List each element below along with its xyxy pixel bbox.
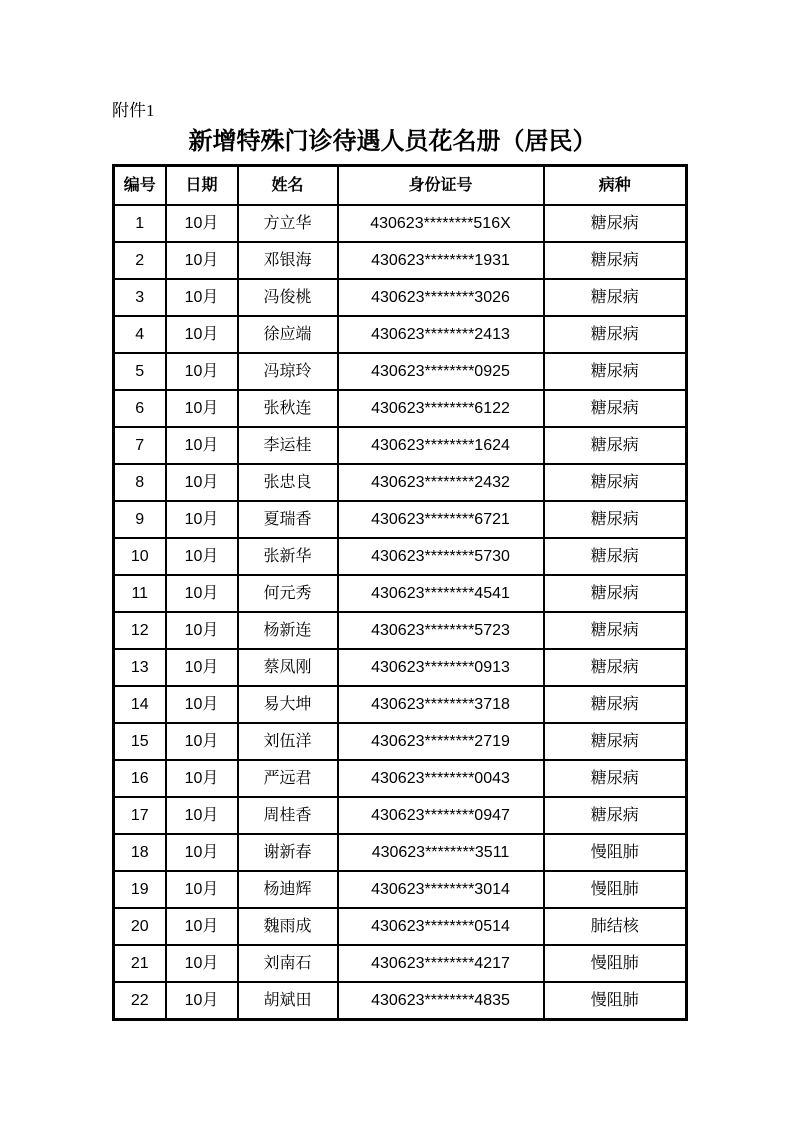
cell-name: 张新华 [238, 538, 338, 575]
cell-id: 430623********0043 [338, 760, 544, 797]
cell-number: 14 [114, 686, 166, 723]
cell-date: 10月 [166, 945, 238, 982]
table-row [114, 982, 687, 1020]
table-row [114, 575, 687, 612]
cell-number: 20 [114, 908, 166, 945]
cell-name: 杨迪辉 [238, 871, 338, 908]
cell-disease: 糖尿病 [544, 464, 687, 501]
cell-date: 10月 [166, 723, 238, 760]
column-header-date: 日期 [166, 166, 238, 206]
table-row [114, 427, 687, 464]
column-header-id: 身份证号 [338, 166, 544, 206]
cell-id: 430623********2719 [338, 723, 544, 760]
table-row [114, 908, 687, 945]
cell-date: 10月 [166, 501, 238, 538]
cell-disease: 肺结核 [544, 908, 687, 945]
cell-date: 10月 [166, 353, 238, 390]
cell-name: 徐应端 [238, 316, 338, 353]
cell-number: 6 [114, 390, 166, 427]
cell-disease: 糖尿病 [544, 686, 687, 723]
cell-date: 10月 [166, 538, 238, 575]
table-row [114, 760, 687, 797]
cell-id: 430623********4541 [338, 575, 544, 612]
cell-id: 430623********1624 [338, 427, 544, 464]
cell-id: 430623********4835 [338, 982, 544, 1020]
cell-disease: 糖尿病 [544, 390, 687, 427]
table-row [114, 205, 687, 242]
table-row [114, 464, 687, 501]
cell-number: 21 [114, 945, 166, 982]
roster-table [112, 164, 688, 1021]
cell-name: 方立华 [238, 205, 338, 242]
cell-name: 邓银海 [238, 242, 338, 279]
cell-name: 刘南石 [238, 945, 338, 982]
cell-disease: 糖尿病 [544, 279, 687, 316]
table-row [114, 390, 687, 427]
cell-id: 430623********3511 [338, 834, 544, 871]
table-row [114, 686, 687, 723]
cell-disease: 糖尿病 [544, 649, 687, 686]
table-row [114, 353, 687, 390]
table-row [114, 797, 687, 834]
table-row [114, 871, 687, 908]
cell-disease: 慢阻肺 [544, 945, 687, 982]
cell-id: 430623********0925 [338, 353, 544, 390]
cell-disease: 糖尿病 [544, 538, 687, 575]
cell-name: 张秋连 [238, 390, 338, 427]
cell-name: 夏瑞香 [238, 501, 338, 538]
column-header-name: 姓名 [238, 166, 338, 206]
cell-id: 430623********2432 [338, 464, 544, 501]
cell-id: 430623********1931 [338, 242, 544, 279]
cell-name: 杨新连 [238, 612, 338, 649]
cell-id: 430623********5730 [338, 538, 544, 575]
cell-number: 11 [114, 575, 166, 612]
cell-id: 430623********6721 [338, 501, 544, 538]
cell-number: 9 [114, 501, 166, 538]
cell-number: 8 [114, 464, 166, 501]
cell-disease: 糖尿病 [544, 242, 687, 279]
cell-date: 10月 [166, 982, 238, 1020]
cell-id: 430623********3026 [338, 279, 544, 316]
cell-disease: 糖尿病 [544, 427, 687, 464]
table-row [114, 649, 687, 686]
cell-date: 10月 [166, 871, 238, 908]
cell-name: 李运桂 [238, 427, 338, 464]
cell-disease: 糖尿病 [544, 205, 687, 242]
cell-number: 16 [114, 760, 166, 797]
cell-number: 5 [114, 353, 166, 390]
cell-number: 13 [114, 649, 166, 686]
table-row [114, 242, 687, 279]
cell-disease: 慢阻肺 [544, 871, 687, 908]
table-row [114, 501, 687, 538]
table-row [114, 316, 687, 353]
cell-name: 冯俊桃 [238, 279, 338, 316]
cell-disease: 糖尿病 [544, 797, 687, 834]
cell-number: 7 [114, 427, 166, 464]
cell-id: 430623********6122 [338, 390, 544, 427]
cell-date: 10月 [166, 279, 238, 316]
cell-number: 1 [114, 205, 166, 242]
table-row [114, 945, 687, 982]
cell-id: 430623********5723 [338, 612, 544, 649]
table-row [114, 279, 687, 316]
cell-date: 10月 [166, 649, 238, 686]
cell-disease: 慢阻肺 [544, 982, 687, 1020]
cell-disease: 慢阻肺 [544, 834, 687, 871]
column-header-number: 编号 [114, 166, 166, 206]
cell-name: 胡斌田 [238, 982, 338, 1020]
cell-disease: 糖尿病 [544, 612, 687, 649]
table-row [114, 612, 687, 649]
cell-name: 何元秀 [238, 575, 338, 612]
cell-number: 3 [114, 279, 166, 316]
cell-disease: 糖尿病 [544, 723, 687, 760]
cell-name: 冯琼玲 [238, 353, 338, 390]
cell-name: 易大坤 [238, 686, 338, 723]
cell-number: 17 [114, 797, 166, 834]
cell-date: 10月 [166, 760, 238, 797]
cell-number: 4 [114, 316, 166, 353]
cell-number: 18 [114, 834, 166, 871]
cell-date: 10月 [166, 797, 238, 834]
table-row [114, 723, 687, 760]
cell-disease: 糖尿病 [544, 760, 687, 797]
cell-id: 430623********3718 [338, 686, 544, 723]
cell-date: 10月 [166, 686, 238, 723]
header-row [114, 166, 687, 206]
cell-id: 430623********0913 [338, 649, 544, 686]
cell-disease: 糖尿病 [544, 316, 687, 353]
cell-name: 张忠良 [238, 464, 338, 501]
cell-name: 谢新春 [238, 834, 338, 871]
cell-number: 12 [114, 612, 166, 649]
cell-id: 430623********2413 [338, 316, 544, 353]
cell-id: 430623********3014 [338, 871, 544, 908]
cell-number: 22 [114, 982, 166, 1020]
cell-name: 蔡凤刚 [238, 649, 338, 686]
column-header-disease: 病种 [544, 166, 687, 206]
cell-number: 19 [114, 871, 166, 908]
cell-disease: 糖尿病 [544, 575, 687, 612]
cell-id: 430623********0514 [338, 908, 544, 945]
cell-date: 10月 [166, 575, 238, 612]
attachment-label: 附件1 [112, 101, 155, 120]
cell-date: 10月 [166, 390, 238, 427]
table-body [114, 205, 687, 1020]
cell-name: 周桂香 [238, 797, 338, 834]
cell-id: 430623********516X [338, 205, 544, 242]
cell-date: 10月 [166, 834, 238, 871]
cell-date: 10月 [166, 464, 238, 501]
cell-number: 15 [114, 723, 166, 760]
cell-number: 2 [114, 242, 166, 279]
cell-date: 10月 [166, 316, 238, 353]
cell-date: 10月 [166, 612, 238, 649]
cell-name: 魏雨成 [238, 908, 338, 945]
cell-disease: 糖尿病 [544, 501, 687, 538]
cell-disease: 糖尿病 [544, 353, 687, 390]
table-row [114, 834, 687, 871]
cell-name: 刘伍洋 [238, 723, 338, 760]
cell-number: 10 [114, 538, 166, 575]
cell-date: 10月 [166, 205, 238, 242]
cell-date: 10月 [166, 427, 238, 464]
table-header [114, 166, 687, 206]
cell-name: 严远君 [238, 760, 338, 797]
table-row [114, 538, 687, 575]
page-title: 新增特殊门诊待遇人员花名册（居民） [188, 129, 597, 155]
cell-date: 10月 [166, 242, 238, 279]
cell-date: 10月 [166, 908, 238, 945]
cell-id: 430623********4217 [338, 945, 544, 982]
cell-id: 430623********0947 [338, 797, 544, 834]
